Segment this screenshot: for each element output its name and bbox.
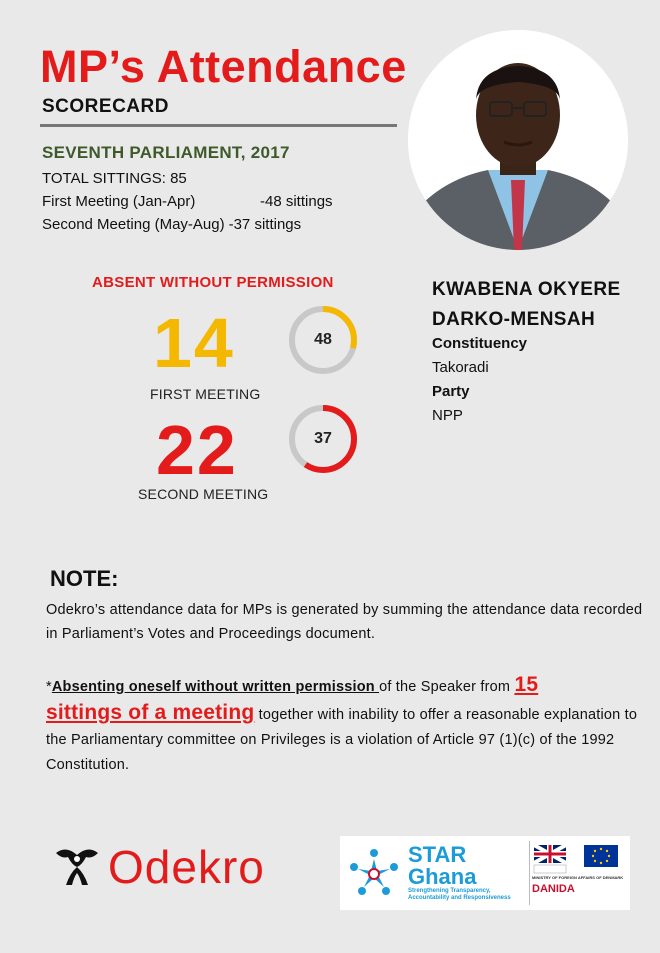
note-underline: Absenting oneself without written permission xyxy=(51,679,380,695)
constituency-label: Constituency xyxy=(432,335,528,352)
first-meeting-total: 48 xyxy=(314,331,332,348)
note-star: * xyxy=(46,679,52,695)
second-meeting-total: 37 xyxy=(314,430,332,447)
first-meeting-label: FIRST MEETING xyxy=(150,386,261,402)
star-title-2: Ghana xyxy=(408,864,477,889)
meeting-label: Second Meeting (May-Aug) xyxy=(42,216,225,233)
note-constitution xyxy=(46,672,658,778)
meeting-sittings: -37 sittings xyxy=(228,216,302,233)
donor-logos xyxy=(530,841,628,905)
star-ghana-logo xyxy=(340,841,530,905)
odekro-wordmark: Odekro xyxy=(108,841,265,893)
page-title: MP’s Attendance xyxy=(40,41,407,92)
note-part-a: of the Speaker from xyxy=(379,679,515,695)
mp-name-line1: KWABENA OKYERE xyxy=(432,279,621,300)
partner-logos xyxy=(340,836,630,910)
star-title-1: STAR xyxy=(408,842,467,867)
page-subtitle: SCORECARD xyxy=(42,96,169,117)
note-part-b: together with inability to offer a reasonable explanation to the Parliamentary committee on Privileges is a violation of Article 97 (1)(c) of the 1992 Constitution. xyxy=(46,707,638,773)
title-divider xyxy=(40,124,397,127)
meeting-row-second xyxy=(42,213,333,236)
meeting-label: First Meeting (Jan-Apr) xyxy=(42,193,196,210)
note-text: Odekro’s attendance data for MPs is generated by summing the attendance data recorded in Parliament’s Votes and Proceedings document. xyxy=(46,602,643,642)
first-meeting-absences: 14 xyxy=(153,304,235,382)
adinkra-icon xyxy=(52,845,102,889)
second-meeting-label: SECOND MEETING xyxy=(138,486,269,502)
mp-name xyxy=(432,275,621,335)
note-heading: NOTE: xyxy=(50,566,119,591)
mp-photo xyxy=(408,30,628,250)
constituency-value: Takoradi xyxy=(432,359,489,376)
star-sub-1: Strengthening Transparency, xyxy=(408,888,491,894)
total-sittings: TOTAL SITTINGS: 85 xyxy=(42,170,187,187)
mofa-text: MINISTRY OF FOREIGN AFFAIRS OF DENMARK xyxy=(532,875,624,880)
ukaid-eu-flags-icon xyxy=(530,841,628,875)
note-red-phrase: sittings of a meeting xyxy=(46,701,255,724)
danida-text: DANIDA xyxy=(532,883,575,895)
mp-name-line2: DARKO-MENSAH xyxy=(432,309,596,330)
absence-title: ABSENT WITHOUT PERMISSION xyxy=(92,274,334,291)
star-sub-2: Accountability and Responsiveness xyxy=(408,895,511,901)
second-meeting-absences: 22 xyxy=(156,411,238,489)
meeting-sittings: -48 sittings xyxy=(260,193,333,210)
odekro-logo xyxy=(52,840,265,894)
mp-info xyxy=(432,332,527,428)
party-value: NPP xyxy=(432,407,463,424)
note-red-number: 15 xyxy=(514,673,539,696)
meeting-row-first xyxy=(42,190,333,213)
parliament-name: SEVENTH PARLIAMENT, 2017 xyxy=(42,143,290,162)
sittings-summary xyxy=(42,167,333,236)
party-label: Party xyxy=(432,383,470,400)
mp-portrait-icon xyxy=(408,30,628,250)
star-ghana-icon xyxy=(346,845,402,901)
